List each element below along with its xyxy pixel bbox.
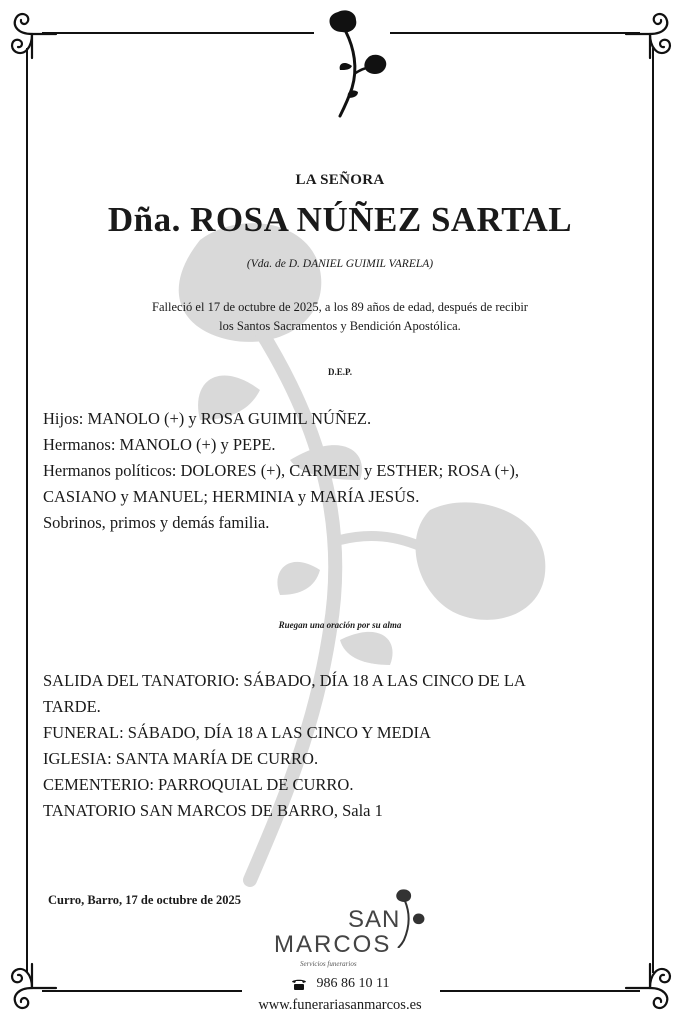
phone-number: 986 86 10 11 <box>316 976 390 991</box>
frame-top-right <box>390 32 640 34</box>
intro-heading: LA SEÑORA <box>295 172 385 188</box>
dep-note: D.E.P. <box>328 367 352 377</box>
passing-statement <box>0 298 680 336</box>
deceased-name: Dña. ROSA NÚÑEZ SARTAL <box>107 200 573 239</box>
passing-line: los Santos Sacramentos y Bendición Apostólica. <box>219 319 461 333</box>
service-line: FUNERAL: SÁBADO, DÍA 18 A LAS CINCO Y MEDIA <box>43 723 431 742</box>
family-list <box>43 406 643 536</box>
service-line: CEMENTERIO: PARROQUIAL DE CURRO. <box>43 775 354 794</box>
logo-tagline: Servicios funerarios <box>300 960 357 968</box>
rose-icon <box>318 8 398 120</box>
family-line: Hermanos: MANOLO (+) y PEPE. <box>43 435 276 454</box>
phone-icon <box>291 978 307 990</box>
service-line: SALIDA DEL TANATORIO: SÁBADO, DÍA 18 A LAS CINCO DE LA <box>43 671 526 690</box>
widow-of-note: (Vda. de D. DANIEL GUIMIL VARELA) <box>246 258 434 270</box>
scroll-ornament-icon <box>622 6 678 62</box>
place-date: Curro, Barro, 17 de octubre de 2025 <box>48 893 242 907</box>
service-line: TARDE. <box>43 697 101 716</box>
funeral-home-logo <box>240 888 440 973</box>
website-link[interactable]: www.funerariasanmarcos.es <box>258 997 422 1013</box>
logo-san: SAN <box>348 906 401 933</box>
logo-rose-icon <box>390 888 430 948</box>
logo-marcos: MARCOS <box>274 931 392 958</box>
passing-line: Falleció el 17 de octubre de 2025, a los 89 años de edad, después de recibir <box>152 300 528 314</box>
family-line: Sobrinos, primos y demás familia. <box>43 513 270 532</box>
scroll-ornament-icon <box>4 6 60 62</box>
family-line: Hermanos políticos: DOLORES (+), CARMEN y ESTHER; ROSA (+), <box>43 461 520 480</box>
frame-top-left <box>42 32 314 34</box>
services-list <box>43 668 643 824</box>
service-line: IGLESIA: SANTA MARÍA DE CURRO. <box>43 749 319 768</box>
family-line: CASIANO y MANUEL; HERMINIA y MARÍA JESÚS. <box>43 487 420 506</box>
service-line: TANATORIO SAN MARCOS DE BARRO, Sala 1 <box>43 801 383 820</box>
family-line: Hijos: MANOLO (+) y ROSA GUIMIL NÚÑEZ. <box>43 409 372 428</box>
phone-line <box>0 976 680 995</box>
prayer-note: Ruegan una oración por su alma <box>278 620 402 630</box>
